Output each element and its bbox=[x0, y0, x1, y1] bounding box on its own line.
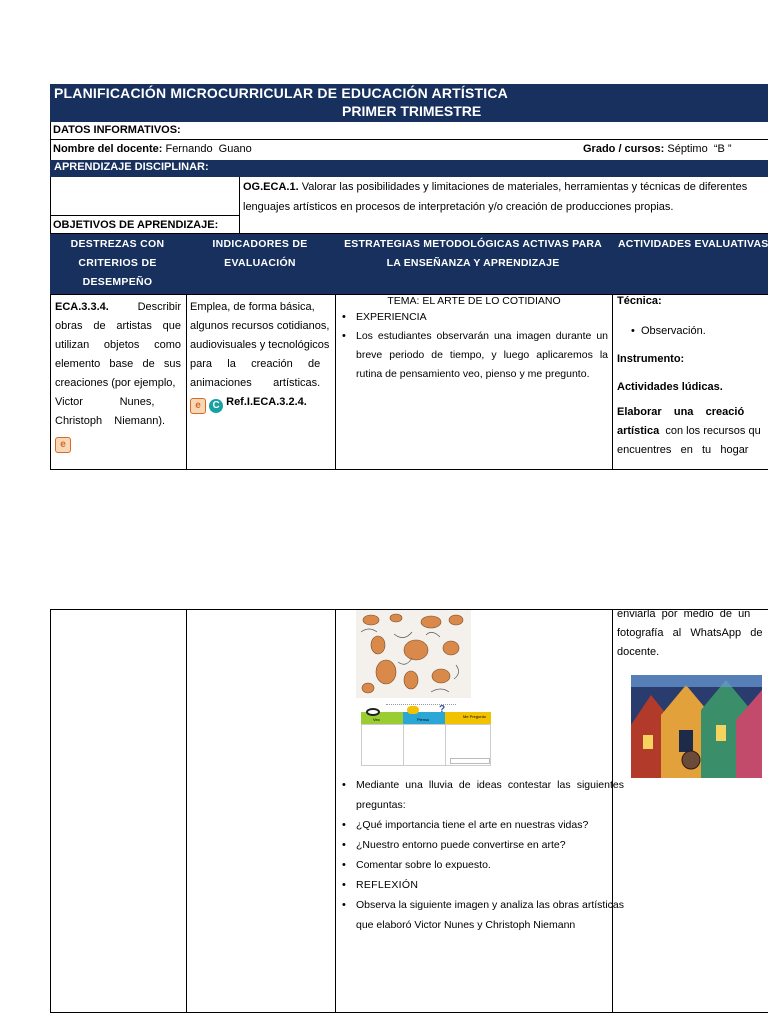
page-subtitle: PRIMER TRIMESTRE bbox=[342, 103, 482, 119]
skill-line: utilizan objetos como bbox=[55, 339, 181, 351]
objective-code: OG.ECA.1. bbox=[243, 181, 299, 193]
list-item: • EXPERIENCIA bbox=[356, 308, 608, 327]
col-header-indicators: INDICADORES DE EVALUACIÓN bbox=[212, 238, 308, 269]
indicator-line: Emplea, de forma básica, bbox=[190, 301, 315, 313]
strategy-list bbox=[340, 308, 608, 384]
send-line: fotografía al WhatsApp de bbox=[617, 627, 763, 639]
sketch-image bbox=[356, 610, 471, 698]
indicator-line: audiovisuales y tecnológicos bbox=[190, 339, 330, 351]
grade-row bbox=[583, 140, 732, 159]
list-item: • Observa la siguiente imagen y analiza las obras artísticas que elaboró Victor Nunes y Christoph Niemann bbox=[356, 895, 624, 935]
skill-line: Describir bbox=[137, 301, 181, 313]
teacher-row bbox=[53, 140, 252, 159]
eye-icon bbox=[366, 708, 380, 716]
send-line: docente. bbox=[617, 646, 660, 658]
list-item: • ¿Nuestro entorno puede convertirse en arte? bbox=[356, 835, 624, 855]
list-item: • REFLEXIÓN bbox=[356, 875, 624, 895]
col-header-skills: DESTREZAS CON CRITERIOS DE DESEMPEÑO bbox=[70, 238, 165, 288]
send-line: enviarla por medio de un bbox=[617, 608, 751, 620]
teacher-label: Nombre del docente: bbox=[53, 143, 163, 155]
veo-label: Veo bbox=[373, 717, 380, 722]
objectives-label: OBJETIVOS DE APRENDIZAJE: bbox=[53, 219, 219, 231]
objective-line2: lenguajes artísticos en procesos de interpretación y/o creación de producciones propias. bbox=[243, 201, 674, 213]
list-item: • ¿Qué importancia tiene el arte en nuestras vidas? bbox=[356, 815, 624, 835]
title-bar bbox=[50, 84, 768, 122]
indicator-line: algunos recursos cotidianos, bbox=[190, 320, 330, 332]
grade-value: Séptimo “B ” bbox=[667, 143, 732, 155]
skill-line: elemento base de sus bbox=[55, 358, 181, 370]
skill-line: Victor Nunes, bbox=[55, 396, 155, 408]
thinking-routine-chart bbox=[361, 704, 491, 766]
col-header-activities: ACTIVIDADES EVALUATIVAS bbox=[618, 238, 768, 250]
table-row bbox=[50, 609, 768, 1013]
skill-line: Christoph Niemann). bbox=[55, 415, 166, 427]
col-header-strategies: ESTRATEGIAS METODOLÓGICAS ACTIVAS PARA LA ENSEÑANZA Y APRENDIZAJE bbox=[344, 238, 602, 269]
resource-e-icon: e bbox=[190, 398, 206, 414]
grade-label: Grado / cursos: bbox=[583, 143, 665, 155]
activities-cont-cell bbox=[617, 605, 768, 662]
activities-label: Actividades lúdicas. bbox=[617, 381, 723, 393]
disciplinar-label: APRENDIZAJE DISCIPLINAR: bbox=[54, 161, 209, 173]
technique-label: Técnica: bbox=[617, 295, 662, 307]
strategy-cell bbox=[340, 294, 608, 384]
skill-line: obras de artistas que bbox=[55, 320, 181, 332]
question-icon: ? bbox=[439, 704, 446, 715]
activities-cell bbox=[617, 294, 768, 460]
pienso-label: Pienso bbox=[417, 717, 430, 722]
resource-e-icon: e bbox=[55, 437, 71, 453]
table-row bbox=[50, 294, 768, 470]
veo-header bbox=[361, 712, 403, 724]
indicator-line: para la creación de bbox=[190, 358, 321, 370]
theme-title: TEMA: EL ARTE DE LO COTIDIANO bbox=[387, 295, 561, 307]
disciplinar-bar bbox=[50, 160, 768, 177]
indicator-cell bbox=[190, 298, 332, 414]
teacher-value: Fernando Guano bbox=[165, 143, 252, 155]
pregunto-header bbox=[439, 704, 491, 724]
list-item: • Los estudiantes observarán una imagen durante un breve periodo de tiempo, y luego aplicaremos la rutina de pensamiento veo, pienso y me pregunto. bbox=[356, 327, 608, 384]
skill-line: creaciones (por ejemplo, bbox=[55, 377, 176, 389]
column-header-row bbox=[50, 234, 768, 294]
objective-line1: Valorar las posibilidades y limitaciones de materiales, herramientas y técnicas de diferentes bbox=[301, 181, 748, 193]
task-line2 bbox=[617, 422, 768, 441]
info-block bbox=[50, 122, 768, 160]
technique-item: Observación. bbox=[640, 325, 706, 337]
instrument-label: Instrumento: bbox=[617, 353, 685, 365]
objectives-block bbox=[50, 177, 768, 234]
task-bold: artística bbox=[617, 425, 660, 437]
indicator-line: animaciones artísticas. bbox=[190, 377, 321, 389]
list-item: • Comentar sobre lo expuesto. bbox=[356, 855, 624, 875]
page-title: PLANIFICACIÓN MICROCURRICULAR DE EDUCACIÓN ARTÍSTICA bbox=[54, 85, 508, 101]
objectives-text bbox=[243, 177, 768, 217]
strategy-list bbox=[340, 775, 624, 935]
technique-item-row: • Observación. bbox=[631, 325, 706, 337]
task-line3: encuentres en tu hogar bbox=[617, 444, 749, 456]
skill-code: ECA.3.3.4. bbox=[55, 301, 109, 313]
resource-c-icon: C bbox=[209, 399, 223, 413]
skill-cell bbox=[55, 298, 181, 453]
list-item: • Mediante una lluvia de ideas contestar las siguientes preguntas: bbox=[356, 775, 624, 815]
task-line1: Elaborar una creació bbox=[617, 406, 745, 418]
pregunto-label: Me Pregunto bbox=[463, 714, 486, 719]
painting-image bbox=[631, 675, 762, 778]
indicator-ref: Ref.I.ECA.3.2.4. bbox=[226, 396, 307, 408]
info-section-label: DATOS INFORMATIVOS: bbox=[53, 124, 181, 136]
task-rest: con los recursos qu bbox=[665, 425, 761, 437]
thought-icon bbox=[407, 706, 419, 714]
